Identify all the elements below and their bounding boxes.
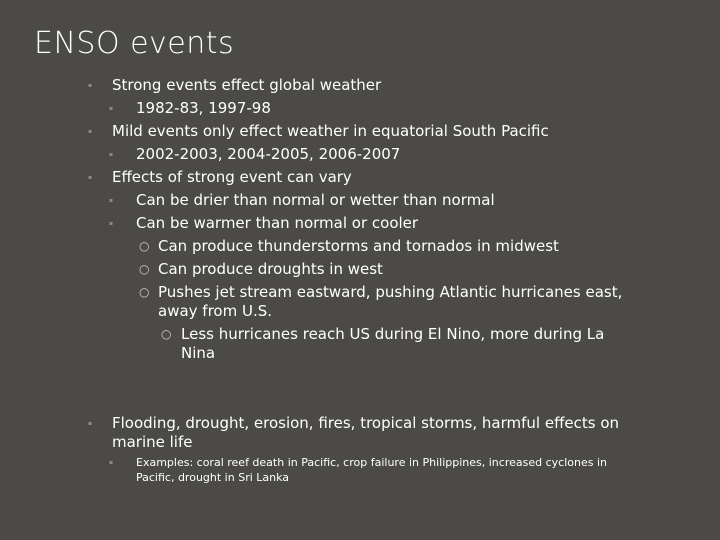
square-bullet-icon: ▪ bbox=[109, 151, 114, 158]
circle-bullet-icon: ○ bbox=[139, 262, 150, 276]
sub-bullet-item bbox=[109, 191, 495, 210]
bullet-text: Mild events only effect weather in equatorial South Pacific bbox=[112, 122, 549, 140]
bullet-item bbox=[88, 76, 382, 95]
bullet-item bbox=[88, 414, 652, 452]
square-bullet-icon: ▪ bbox=[109, 197, 114, 204]
circle-bullet-icon: ○ bbox=[161, 327, 172, 341]
bullet-text: 2002-2003, 2004-2005, 2006-2007 bbox=[136, 145, 401, 163]
bullet-text: Can be warmer than normal or cooler bbox=[136, 214, 419, 232]
bullet-text: Pushes jet stream eastward, pushing Atlantic hurricanes east, away from U.S. bbox=[158, 283, 623, 320]
sub-sub-bullet-item bbox=[139, 237, 559, 256]
square-bullet-icon: ▪ bbox=[88, 82, 93, 89]
sub-bullet-item bbox=[109, 145, 401, 164]
slide-title: ENSO events bbox=[34, 26, 235, 61]
sub-sub-bullet-item bbox=[139, 283, 638, 321]
square-bullet-icon: ▪ bbox=[88, 174, 93, 181]
level4-bullet-item bbox=[161, 325, 621, 363]
sub-bullet-item bbox=[109, 99, 271, 118]
square-bullet-icon: ▪ bbox=[109, 459, 114, 466]
square-bullet-icon: ▪ bbox=[109, 105, 114, 112]
sub-sub-bullet-item bbox=[139, 260, 383, 279]
circle-bullet-icon: ○ bbox=[139, 239, 150, 253]
square-bullet-icon: ▪ bbox=[109, 220, 114, 227]
bullet-text: Less hurricanes reach US during El Nino, more during La Nina bbox=[181, 325, 605, 362]
bullet-text: Flooding, drought, erosion, fires, tropical storms, harmful effects on marine life bbox=[112, 414, 620, 451]
sub-bullet-item bbox=[109, 455, 636, 485]
bullet-text: Examples: coral reef death in Pacific, crop failure in Philippines, increased cyclones in Pacific, drought in Sri Lanka bbox=[136, 456, 607, 484]
bullet-text: Can produce droughts in west bbox=[158, 260, 383, 278]
bullet-text: Effects of strong event can vary bbox=[112, 168, 352, 186]
bullet-item bbox=[88, 122, 549, 141]
bullet-text: 1982-83, 1997-98 bbox=[136, 99, 271, 117]
bullet-item bbox=[88, 168, 352, 187]
sub-bullet-item bbox=[109, 214, 419, 233]
square-bullet-icon: ▪ bbox=[88, 420, 93, 427]
circle-bullet-icon: ○ bbox=[139, 285, 150, 299]
bullet-text: Can produce thunderstorms and tornados in midwest bbox=[158, 237, 559, 255]
bullet-text: Can be drier than normal or wetter than normal bbox=[136, 191, 495, 209]
square-bullet-icon: ▪ bbox=[88, 128, 93, 135]
bullet-text: Strong events effect global weather bbox=[112, 76, 382, 94]
